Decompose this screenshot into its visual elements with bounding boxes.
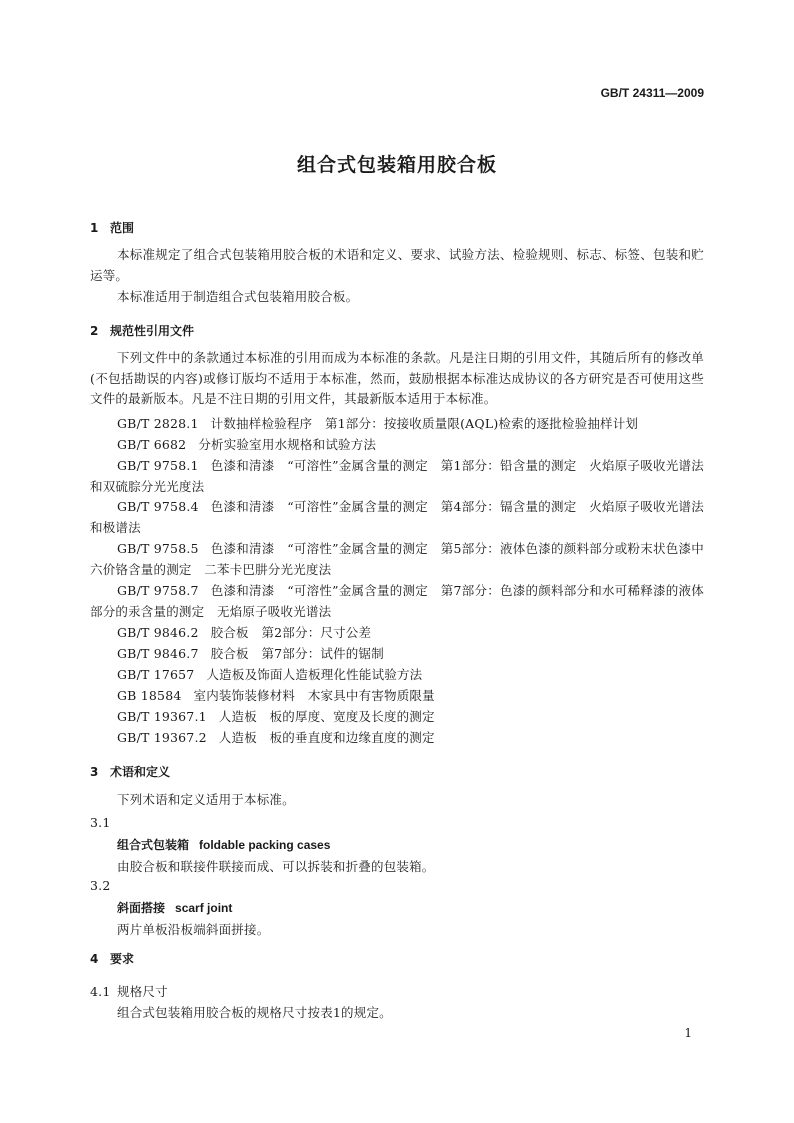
reference-code: GB/T 9758.4 — [117, 499, 199, 514]
reference-code: GB/T 9758.5 — [117, 541, 199, 556]
reference-title: 室内装饰装修材料 木家具中有害物质限量 — [193, 688, 435, 703]
reference-item — [90, 539, 704, 580]
term-heading — [117, 836, 330, 853]
section-number: 4 — [90, 952, 99, 966]
reference-item — [90, 414, 704, 435]
section-1-paragraph-1: 本标准规定了组合式包装箱用胶合板的术语和定义、要求、试验方法、检验规则、标志、标签、包装和贮运等。 — [90, 247, 704, 283]
section-2-intro: 下列文件中的条款通过本标准的引用而成为本标准的条款。凡是注日期的引用文件，其随后所有的修改单(不包括勘误的内容)或修订版均不适用于本标准，然而，鼓励根据本标准达成协议的各方研究是否可使用这些文件的最新版本。凡是不注日期的引用文件，其最新版本适用于本标准。 — [90, 350, 704, 406]
subsection-title: 规格尺寸 — [117, 984, 168, 999]
subsection-number: 4.1 — [90, 984, 111, 999]
reference-title: 色漆和清漆 “可溶性”金属含量的测定 第1部分：铅含量的测定 火焰原子吸收光谱法和双硫腙分光光度法 — [90, 458, 704, 494]
term-definition: 两片单板沿板端斜面拼接。 — [117, 922, 270, 937]
reference-title: 色漆和清漆 “可溶性”金属含量的测定 第5部分：液体色漆的颜料部分或粉末状色漆中六价铬含量的测定 二苯卡巴肼分光光度法 — [90, 541, 704, 577]
page-number: 1 — [684, 1026, 692, 1040]
section-3-heading — [90, 763, 170, 780]
reference-code: GB/T 9758.7 — [117, 583, 199, 598]
section-title: 规范性引用文件 — [110, 324, 195, 338]
reference-title: 胶合板 第7部分：试件的锯制 — [210, 646, 384, 661]
reference-item — [90, 435, 704, 456]
reference-code: GB/T 17657 — [117, 667, 195, 682]
reference-title: 人造板及饰面人造板理化性能试验方法 — [206, 667, 423, 682]
reference-item — [90, 497, 704, 538]
term-number: 3.2 — [90, 878, 111, 893]
reference-title: 色漆和清漆 “可溶性”金属含量的测定 第7部分：色漆的颜料部分和水可稀释漆的液体部分的汞含量的测定 无焰原子吸收光谱法 — [90, 583, 704, 619]
reference-title: 分析实验室用水规格和试验方法 — [198, 437, 377, 452]
reference-code: GB/T 2828.1 — [117, 416, 199, 431]
reference-item — [90, 644, 704, 665]
section-title: 范围 — [110, 221, 135, 235]
reference-code: GB/T 6682 — [117, 437, 187, 452]
reference-title: 人造板 板的厚度、宽度及长度的测定 — [218, 709, 435, 724]
reference-code: GB/T 9846.2 — [117, 625, 199, 640]
reference-code: GB/T 9846.7 — [117, 646, 199, 661]
term-chinese: 斜面搭接 — [117, 901, 166, 915]
term-heading — [117, 899, 232, 916]
section-4-heading — [90, 950, 134, 967]
reference-item — [90, 581, 704, 622]
reference-code: GB/T 19367.2 — [117, 730, 207, 745]
reference-title: 人造板 板的垂直度和边缘直度的测定 — [218, 730, 435, 745]
reference-title: 胶合板 第2部分：尺寸公差 — [210, 625, 372, 640]
reference-item — [90, 456, 704, 497]
standard-code: GB/T 24311—2009 — [600, 86, 704, 100]
section-number: 1 — [90, 221, 99, 235]
reference-code: GB/T 19367.1 — [117, 709, 207, 724]
reference-item — [90, 728, 704, 749]
term-number: 3.1 — [90, 815, 111, 830]
section-title: 术语和定义 — [110, 765, 171, 779]
term-chinese: 组合式包装箱 — [117, 838, 190, 852]
reference-item — [90, 686, 704, 707]
term-english: foldable packing cases — [199, 838, 331, 852]
section-number: 2 — [90, 324, 99, 338]
section-3-intro: 下列术语和定义适用于本标准。 — [117, 792, 295, 807]
subsection-4-1-paragraph: 组合式包装箱用胶合板的规格尺寸按表1的规定。 — [117, 1005, 392, 1020]
section-title: 要求 — [110, 952, 135, 966]
term-english: scarf joint — [175, 901, 233, 915]
section-1-heading — [90, 219, 134, 236]
section-1-paragraph-2: 本标准适用于制造组合式包装箱用胶合板。 — [117, 289, 359, 304]
reference-code: GB 18584 — [117, 688, 182, 703]
term-definition: 由胶合板和联接件联接而成、可以拆装和折叠的包装箱。 — [117, 859, 435, 874]
document-title: 组合式包装箱用胶合板 — [296, 154, 497, 176]
reference-item — [90, 623, 704, 644]
reference-code: GB/T 9758.1 — [117, 458, 199, 473]
reference-title: 计数抽样检验程序 第1部分：按接收质量限(AQL)检索的逐批检验抽样计划 — [210, 416, 639, 431]
subsection-4-1-heading — [90, 982, 168, 1000]
reference-title: 色漆和清漆 “可溶性”金属含量的测定 第4部分：镉含量的测定 火焰原子吸收光谱法和极谱法 — [90, 499, 704, 535]
reference-item — [90, 707, 704, 728]
reference-item — [90, 665, 704, 686]
section-number: 3 — [90, 765, 99, 779]
section-2-heading — [90, 322, 194, 339]
